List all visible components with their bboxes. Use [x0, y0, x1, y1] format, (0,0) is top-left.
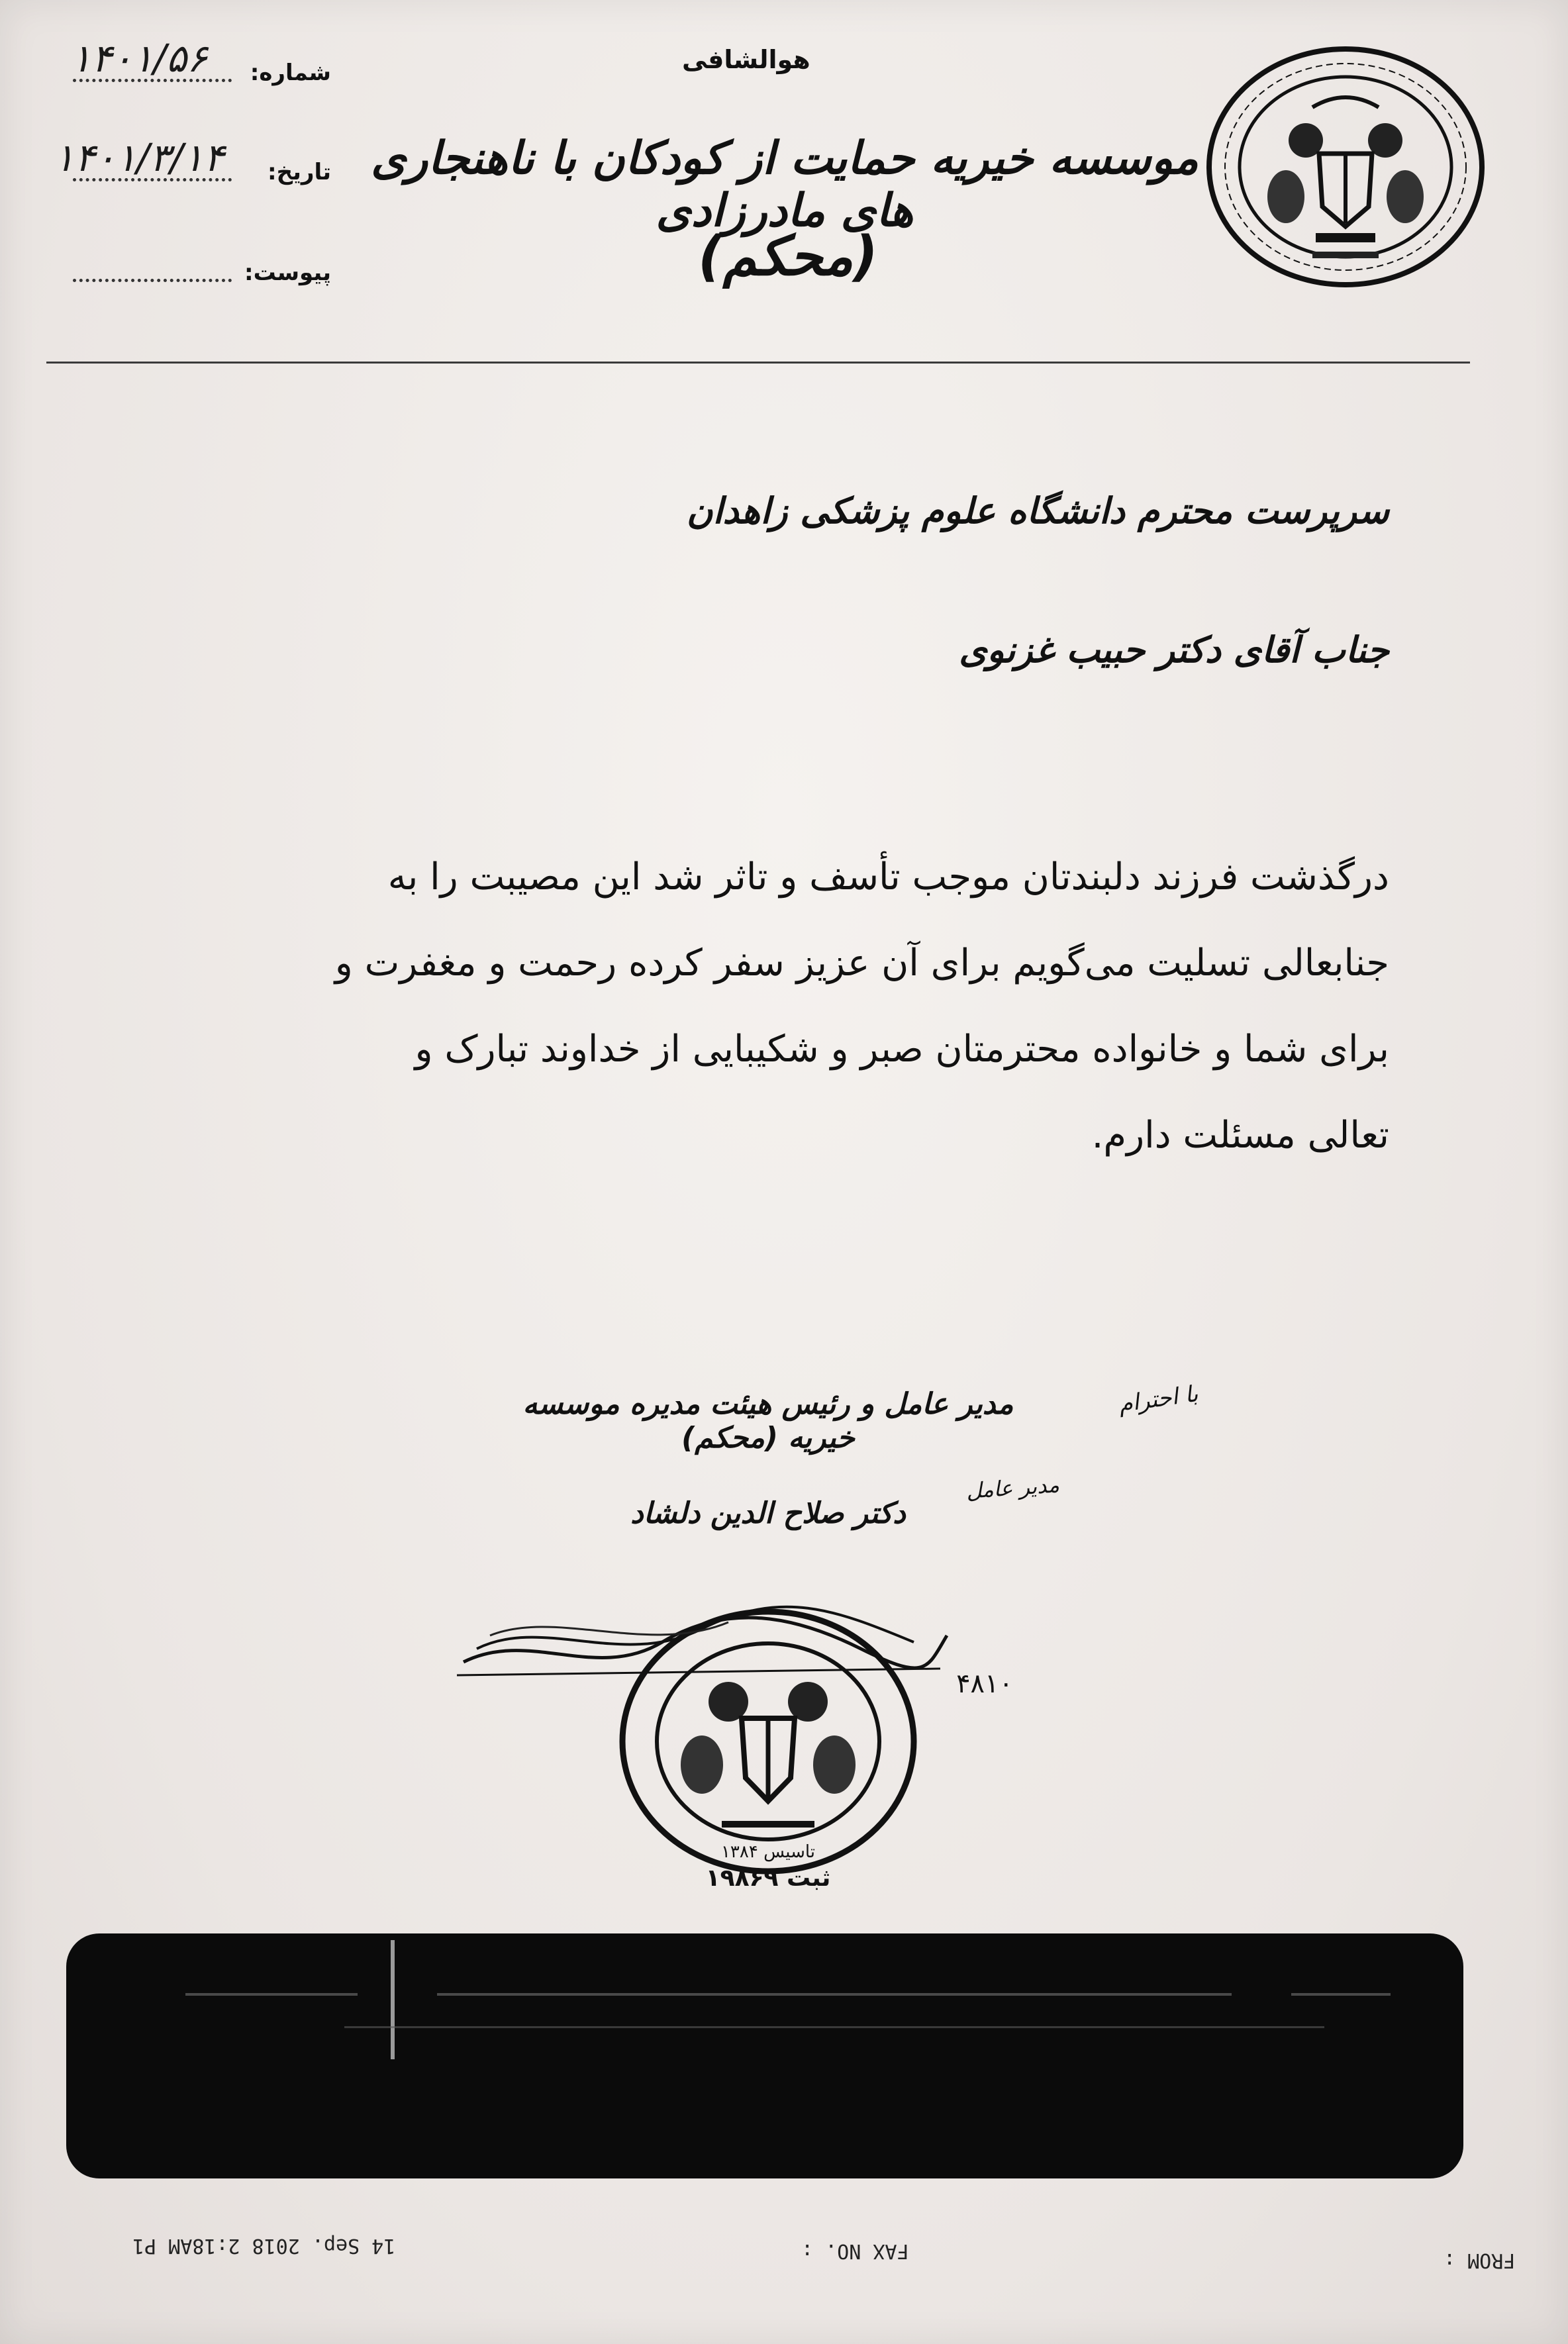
respect-note: با احترام: [1116, 1380, 1200, 1418]
handwritten-number: ۴۸۱۰: [956, 1669, 1013, 1699]
fax-timestamp: 14 Sep. 2018 2:18AM P1: [132, 2234, 396, 2257]
recipient-title: سرپرست محترم دانشگاه علوم پزشکی زاهدان: [686, 490, 1389, 532]
recipient-name: جناب آقای دکتر حبیب غزنوی: [959, 629, 1389, 671]
handwritten-note: مدیر عامل: [965, 1472, 1061, 1504]
letter-body: [158, 834, 1389, 1179]
fax-noise-line: [344, 2026, 1324, 2028]
attachment-label: پیوست:: [244, 260, 331, 286]
fax-noise-line: [185, 1993, 358, 1996]
body-line: برای شما و خانواده محترمتان صبر و شکیبایی از خداوند تبارک و: [415, 1028, 1389, 1071]
number-value: ۱۴۰۱/۵۶: [70, 36, 208, 81]
signer-title: مدیر عامل و رئیس هیئت مدیره موسسه خیریه (محکم): [522, 1387, 1014, 1455]
stamp-registration: ثبت ۱۹۸۶۹: [705, 1865, 831, 1892]
date-value: ۱۴۰۱/۳/۱۴: [54, 135, 224, 180]
organization-name: موسسه خیریه حمایت از کودکان با ناهنجاری های مادرزادی: [371, 132, 1199, 237]
invocation-heading: هوالشافی: [682, 45, 810, 74]
stamp-established: تاسیس ۱۳۸۴: [720, 1842, 816, 1862]
signer-name: دکتر صلاح الدین دلشاد: [630, 1496, 906, 1530]
attachment-field: [40, 240, 331, 293]
fax-noise-line: [437, 1993, 1232, 1996]
letter-number-field: [40, 36, 331, 93]
organization-abbreviation: (محکم): [698, 225, 878, 288]
number-label: شماره:: [250, 60, 331, 86]
body-line: جنابعالی تسلیت می‌گویم برای آن عزیز سفر کرده رحمت و مغفرت و: [334, 942, 1389, 985]
fax-from-label: FROM :: [1444, 2249, 1516, 2272]
fax-band-divider: [391, 1940, 395, 2059]
header-divider: [46, 362, 1470, 364]
fax-noise-line: [1291, 1993, 1391, 1996]
body-line: تعالی مسئلت دارم.: [1091, 1114, 1389, 1157]
date-label: تاریخ:: [268, 159, 331, 185]
fax-redacted-band: [66, 1933, 1463, 2178]
fax-footer-line: [0, 2234, 1568, 2288]
letter-date-field: [40, 135, 331, 192]
charity-seal-logo: [1200, 41, 1491, 293]
fax-number-label: FAX NO. :: [801, 2239, 909, 2263]
body-line: درگذشت فرزند دلبندتان موجب تأسف و تاثر شد این مصیبت را به: [387, 855, 1389, 899]
attachment-dotted-line: [73, 279, 232, 282]
handwritten-signature: [450, 1589, 954, 1695]
